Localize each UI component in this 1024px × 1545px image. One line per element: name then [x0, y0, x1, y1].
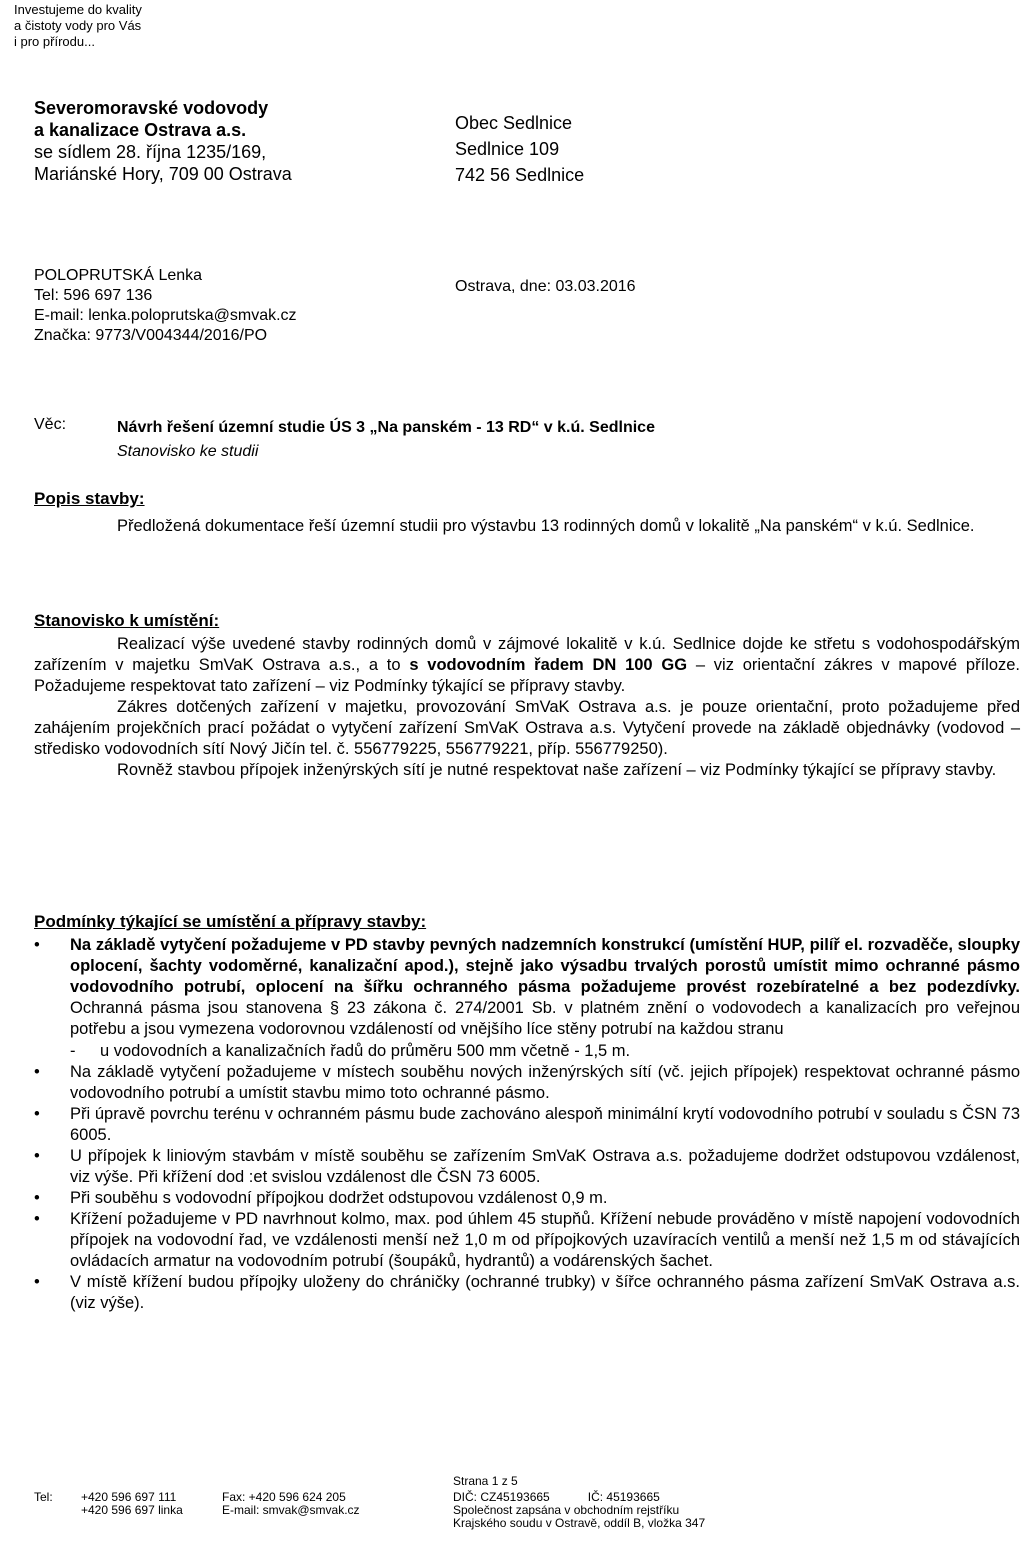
sender-name-2: a kanalizace Ostrava a.s. — [34, 120, 247, 140]
list-item: • Při souběhu s vodovodní přípojkou dodržet odstupovou vzdálenost 0,9 m. — [34, 1188, 1020, 1209]
list-item — [34, 935, 1020, 1062]
sub-list-item — [70, 1041, 1020, 1062]
section-heading-podminky: Podmínky týkající se umístění a přípravy stavby: — [34, 912, 427, 931]
footer-tel-label: Tel: — [34, 1490, 53, 1504]
page-number: Strana 1 z 5 — [453, 1474, 518, 1488]
subject-subtitle: Stanovisko ke studii — [117, 443, 259, 460]
text-run: Ochranná pásma jsou stanovena § 23 zákona č. 274/2001 Sb. v platném znění o vodovodech a kanalizacích pro veřejnou potřebu a jsou vymezena vodorovnou vzdáleností od vnějšího líce stěny potrubí na každou stranu — [70, 999, 1020, 1038]
subject-block — [117, 416, 655, 464]
footer-dic: DIČ: CZ45193665 — [453, 1490, 550, 1504]
list-item: • Na základě vytyčení požadujeme v místech souběhu nových inženýrských sítí (vč. jejich přípojek) respektovat ochranné pásmo vodovodního potrubí a umístit stavbu mimo toto ochranné pásmo. — [34, 1062, 1020, 1104]
text-run-bold: Na základě vytyčení požadujeme v PD stavby pevných nadzemních konstrukcí (umístění HUP, pilíř el. rozvaděče, sloupky oplocení, šachty vodoměrné, kanalizační apod.), stejně jako výsadbu trvalých porostů umístit mimo ochranné pásmo vodovodního potrubí, oplocení na šířku ochranného pásma požadujeme provést rozebíratelné a bez podezdívky. — [70, 936, 1020, 996]
contact-email: E-mail: lenka.poloprutska@smvak.cz — [34, 307, 297, 324]
text-run-bold: s vodovodním řadem DN 100 GG — [409, 656, 688, 674]
section-heading-popis: Popis stavby: — [34, 489, 145, 508]
recipient-city: 742 56 Sedlnice — [455, 165, 585, 185]
contact-name: POLOPRUTSKÁ Lenka — [34, 267, 203, 284]
letter-date: Ostrava, dne: 03.03.2016 — [455, 278, 636, 295]
sender-address — [34, 97, 292, 185]
list-item: • V místě křížení budou přípojky uloženy do chráničky (ochranné trubky) v šířce ochranného pásma zařízení SmVaK Ostrava a.s. (viz výše). — [34, 1272, 1020, 1314]
footer-ic: IČ: 45193665 — [587, 1490, 660, 1504]
footer-phones — [81, 1491, 183, 1517]
footer-phone: +420 596 697 111 — [81, 1490, 177, 1504]
list-item: • U přípojek k liniovým stavbám v místě souběhu se zařízením SmVaK Ostrava a.s. požadujeme dodržet odstupovou vzdálenost, viz výše. Při křížení dod :et svislou vzdálenost dle ČSN 73 6005. — [34, 1146, 1020, 1188]
company-slogan — [14, 2, 142, 50]
recipient-address — [455, 110, 584, 188]
text-run: – viz orientační zákres v mapové příloze. Požadujeme respektovat tato zařízení – viz Podmínky týkající se přípravy stavby. — [34, 656, 1021, 695]
text-run: Realizací výše uvedené stavby rodinných domů v zájmové lokalitě v k.ú. Sedlnice dojde ke střetu s vodohospodářským zařízením v majetku SmVaK Ostrava a.s., a to — [34, 635, 1020, 674]
section-popis-text — [34, 516, 1020, 537]
footer-fax-email — [222, 1491, 360, 1517]
sender-street: se sídlem 28. října 1235/169, — [34, 142, 267, 162]
footer-register: Společnost zapsána v obchodním rejstříku — [453, 1503, 680, 1517]
footer-email: E-mail: smvak@smvak.cz — [222, 1503, 360, 1517]
sender-city: Mariánské Hory, 709 00 Ostrava — [34, 164, 292, 184]
section-heading-stanovisko: Stanovisko k umístění: — [34, 611, 220, 630]
reference-number: Značka: 9773/V004344/2016/PO — [34, 327, 268, 344]
recipient-name: Obec Sedlnice — [455, 113, 573, 133]
subject-label: Věc: — [34, 416, 67, 433]
text-run: u vodovodních a kanalizačních řadů do průměru 500 mm včetně - 1,5 m. — [100, 1042, 631, 1060]
section-stanovisko-text — [34, 634, 1020, 781]
paragraph: Rovněž stavbou přípojek inženýrských sítí je nutné respektovat naše zařízení – viz Podmínky týkající se přípravy stavby. — [117, 761, 997, 779]
footer-registration — [453, 1491, 705, 1530]
slogan-line: i pro přírodu... — [14, 34, 95, 49]
slogan-line: a čistoty vody pro Vás — [14, 18, 142, 33]
section-podminky-list — [34, 935, 1020, 1314]
paragraph: Zákres dotčených zařízení v majetku, provozování SmVaK Ostrava a.s. je pouze orientační, proto požadujeme před zahájením projekčních prací požádat o vytyčení zařízení SmVaK Ostrava a.s. Vytyčení provede na základě objednávky (vodovod – středisko vodovodních sítí Nový Jičín tel. č. 556779225, 556779221, příp. 556779250). — [34, 698, 1020, 758]
contact-phone: Tel: 596 697 136 — [34, 287, 153, 304]
sender-name: Severomoravské vodovody — [34, 98, 269, 118]
contact-block — [34, 266, 297, 346]
conditions-list — [34, 935, 1020, 1314]
subject-title: Návrh řešení územní studie ÚS 3 „Na panském - 13 RD“ v k.ú. Sedlnice — [117, 419, 655, 436]
footer-phone: +420 596 697 linka — [81, 1503, 183, 1517]
dash-marker: - — [70, 1042, 76, 1060]
paragraph: Předložená dokumentace řeší územní studii pro výstavbu 13 rodinných domů v lokalitě „Na panském“ v k.ú. Sedlnice. — [117, 517, 975, 535]
footer-fax: Fax: +420 596 624 205 — [222, 1490, 346, 1504]
footer-register-court: Krajského soudu v Ostravě, oddíl B, vložka 347 — [453, 1516, 706, 1530]
list-item: • Křížení požadujeme v PD navrhnout kolmo, max. pod úhlem 45 stupňů. Křížení nebude prováděno v místě napojení vodovodních přípojek na vodovodní řad, ve vzdálenosti menší než 1,0 m od přípojkových uzavíracích ventilů a menší než 1,5 m od stávajících ovládacích armatur na vodovodním potrubí (šoupáků, hydrantů) a vodárenských šachet. — [34, 1209, 1020, 1272]
slogan-line: Investujeme do kvality — [14, 2, 142, 17]
recipient-street: Sedlnice 109 — [455, 139, 560, 159]
paragraph — [34, 634, 1020, 697]
list-item: • Při úpravě povrchu terénu v ochranném pásmu bude zachováno alespoň minimální krytí vodovodního potrubí v souladu s ČSN 73 6005. — [34, 1104, 1020, 1146]
